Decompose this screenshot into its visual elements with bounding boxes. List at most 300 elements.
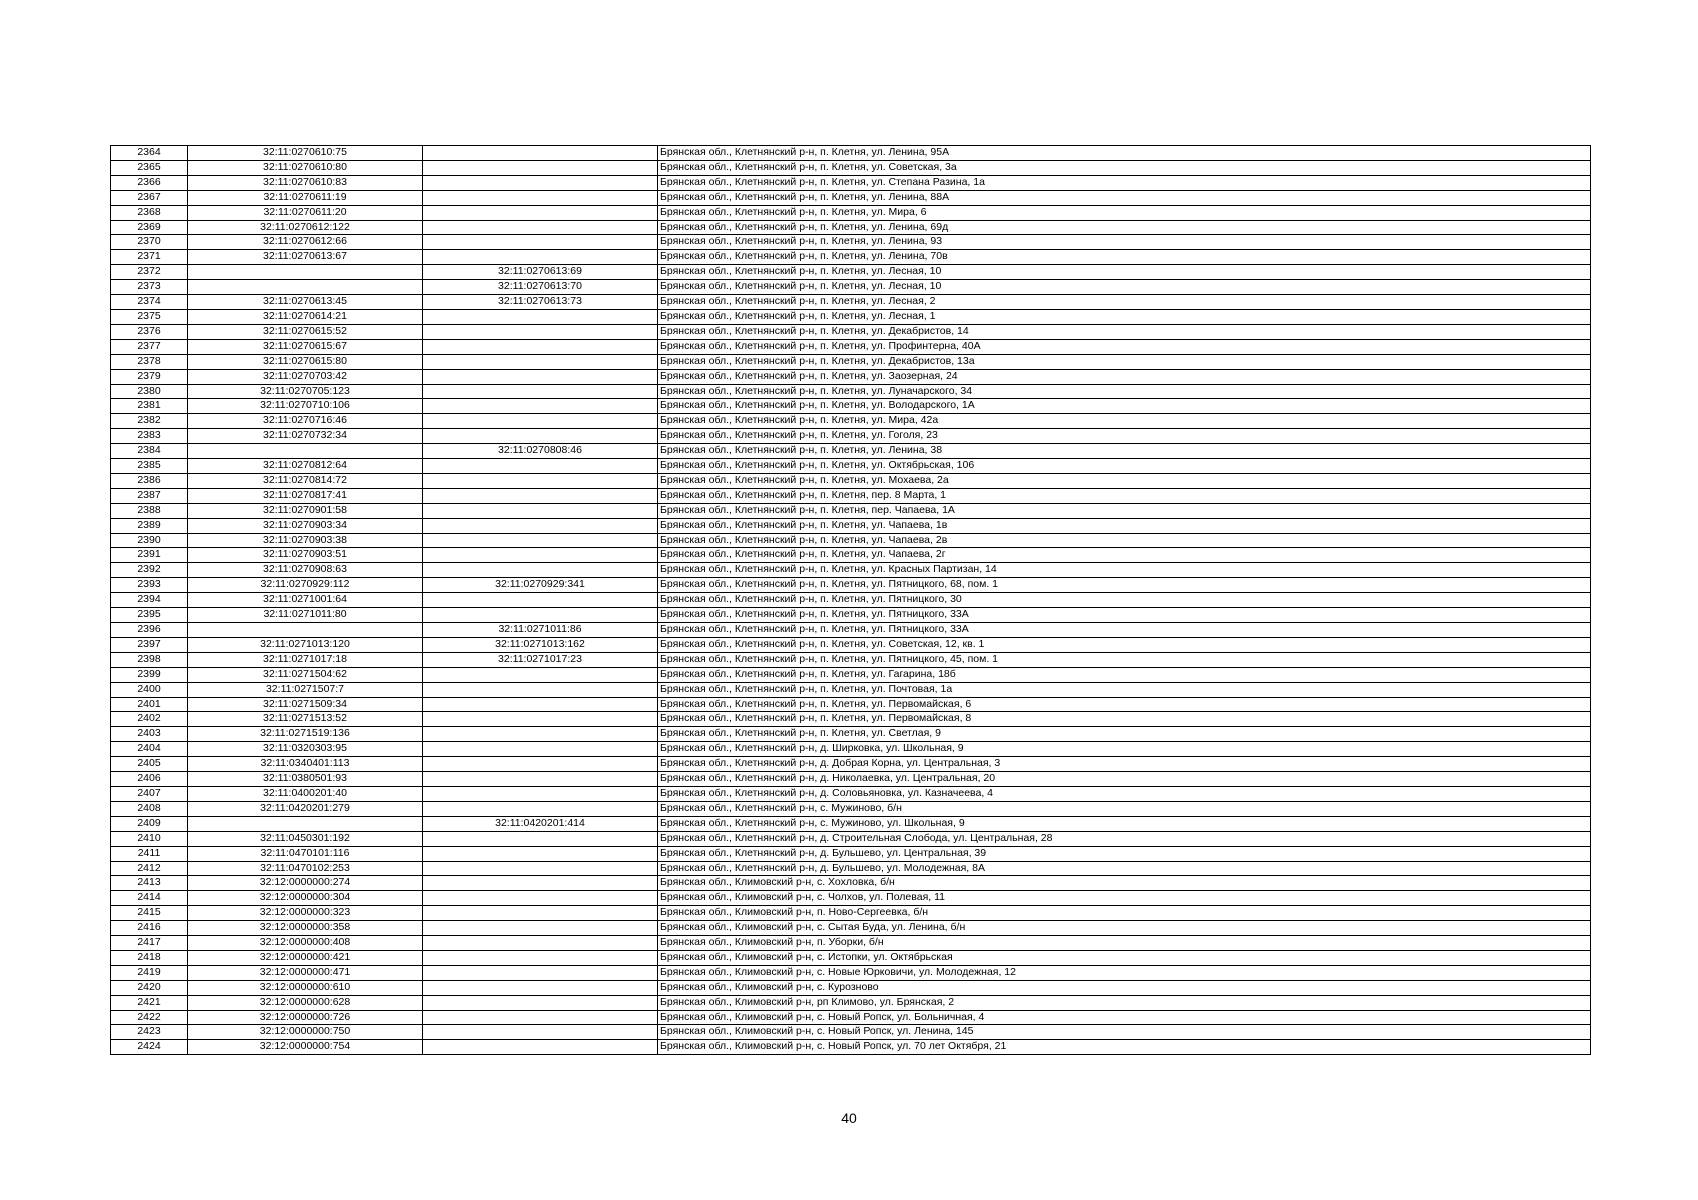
table-row [111,742,1591,757]
related-cadastral-number-cell [423,459,658,474]
related-cadastral-number-cell [423,220,658,235]
row-number-cell: 2402 [111,712,188,727]
cadastral-number-cell: 32:12:0000000:408 [188,936,423,951]
table-row [111,608,1591,623]
row-number-cell: 2381 [111,399,188,414]
cadastral-number-cell [188,623,423,638]
related-cadastral-number-cell [423,503,658,518]
related-cadastral-number-cell [423,473,658,488]
cadastral-number-cell: 32:11:0470101:116 [188,846,423,861]
row-number-cell: 2367 [111,190,188,205]
related-cadastral-number-cell [423,995,658,1010]
cadastral-number-cell: 32:11:0270908:63 [188,563,423,578]
address-cell: Брянская обл., Клетнянский р-н, д. Николаевка, ул. Центральная, 20 [658,772,1591,787]
cadastral-number-cell: 32:12:0000000:304 [188,891,423,906]
cadastral-number-cell: 32:11:0450301:192 [188,831,423,846]
table-row [111,503,1591,518]
row-number-cell: 2392 [111,563,188,578]
related-cadastral-number-cell: 32:11:0270929:341 [423,578,658,593]
table-row [111,637,1591,652]
row-number-cell: 2419 [111,965,188,980]
row-number-cell: 2401 [111,697,188,712]
address-cell: Брянская обл., Клетнянский р-н, п. Клетня, ул. Ленина, 70в [658,250,1591,265]
table-row [111,980,1591,995]
related-cadastral-number-cell [423,399,658,414]
address-cell: Брянская обл., Клетнянский р-н, п. Клетня, ул. Почтовая, 1а [658,682,1591,697]
related-cadastral-number-cell [423,533,658,548]
related-cadastral-number-cell [423,861,658,876]
address-cell: Брянская обл., Клетнянский р-н, п. Клетня, ул. Чапаева, 1в [658,518,1591,533]
address-cell: Брянская обл., Клетнянский р-н, п. Клетня, ул. Декабристов, 13а [658,354,1591,369]
related-cadastral-number-cell [423,309,658,324]
related-cadastral-number-cell [423,742,658,757]
table-row [111,1025,1591,1040]
address-cell: Брянская обл., Клетнянский р-н, с. Мужиново, ул. Школьная, 9 [658,816,1591,831]
table-row [111,786,1591,801]
table-row [111,906,1591,921]
row-number-cell: 2370 [111,235,188,250]
cadastral-number-cell [188,265,423,280]
row-number-cell: 2394 [111,593,188,608]
row-number-cell: 2424 [111,1040,188,1055]
cadastral-number-cell: 32:12:0000000:323 [188,906,423,921]
related-cadastral-number-cell [423,190,658,205]
related-cadastral-number-cell: 32:11:0271013:162 [423,637,658,652]
cadastral-number-cell: 32:11:0270613:67 [188,250,423,265]
related-cadastral-number-cell [423,563,658,578]
table-row [111,146,1591,161]
address-cell: Брянская обл., Клетнянский р-н, п. Клетня, ул. Декабристов, 14 [658,324,1591,339]
row-number-cell: 2380 [111,384,188,399]
address-cell: Брянская обл., Клетнянский р-н, п. Клетня, ул. Светлая, 9 [658,727,1591,742]
table-row [111,995,1591,1010]
address-cell: Брянская обл., Климовский р-н, п. Ново-Сергеевка, б/н [658,906,1591,921]
cadastral-number-cell: 32:11:0270611:20 [188,205,423,220]
row-number-cell: 2369 [111,220,188,235]
table-row [111,384,1591,399]
table-row [111,1040,1591,1055]
address-cell: Брянская обл., Клетнянский р-н, д. Бульшево, ул. Центральная, 39 [658,846,1591,861]
address-cell: Брянская обл., Климовский р-н, с. Чолхов, ул. Полевая, 11 [658,891,1591,906]
address-cell: Брянская обл., Клетнянский р-н, д. Соловьяновка, ул. Казначеева, 4 [658,786,1591,801]
table-row [111,429,1591,444]
row-number-cell: 2371 [111,250,188,265]
address-cell: Брянская обл., Клетнянский р-н, д. Строительная Слобода, ул. Центральная, 28 [658,831,1591,846]
address-cell: Брянская обл., Клетнянский р-н, п. Клетня, ул. Профинтерна, 40А [658,339,1591,354]
table-row [111,265,1591,280]
related-cadastral-number-cell [423,175,658,190]
related-cadastral-number-cell [423,593,658,608]
table-row [111,220,1591,235]
row-number-cell: 2420 [111,980,188,995]
row-number-cell: 2376 [111,324,188,339]
row-number-cell: 2414 [111,891,188,906]
related-cadastral-number-cell [423,757,658,772]
related-cadastral-number-cell [423,965,658,980]
related-cadastral-number-cell: 32:11:0270613:70 [423,280,658,295]
table-row [111,235,1591,250]
related-cadastral-number-cell [423,772,658,787]
row-number-cell: 2375 [111,309,188,324]
row-number-cell: 2368 [111,205,188,220]
address-cell: Брянская обл., Клетнянский р-н, п. Клетня, ул. Ленина, 88А [658,190,1591,205]
table-row [111,623,1591,638]
address-cell: Брянская обл., Клетнянский р-н, п. Клетня, ул. Первомайская, 6 [658,697,1591,712]
table-row [111,160,1591,175]
cadastral-number-cell: 32:11:0271017:18 [188,652,423,667]
row-number-cell: 2407 [111,786,188,801]
address-cell: Брянская обл., Клетнянский р-н, п. Клетня, ул. Лесная, 10 [658,280,1591,295]
related-cadastral-number-cell [423,667,658,682]
table-row [111,354,1591,369]
cadastral-number-cell: 32:11:0270610:75 [188,146,423,161]
row-number-cell: 2415 [111,906,188,921]
cadastral-number-cell: 32:11:0380501:93 [188,772,423,787]
address-cell: Брянская обл., Клетнянский р-н, д. Ширковка, ул. Школьная, 9 [658,742,1591,757]
address-cell: Брянская обл., Клетнянский р-н, п. Клетня, ул. Володарского, 1А [658,399,1591,414]
table-row [111,280,1591,295]
table-row [111,339,1591,354]
table-row [111,876,1591,891]
row-number-cell: 2377 [111,339,188,354]
address-cell: Брянская обл., Клетнянский р-н, п. Клетня, ул. Октябрьская, 106 [658,459,1591,474]
cadastral-number-cell: 32:11:0271001:64 [188,593,423,608]
related-cadastral-number-cell [423,1010,658,1025]
cadastral-number-cell: 32:11:0270812:64 [188,459,423,474]
cadastral-number-cell: 32:11:0271519:136 [188,727,423,742]
row-number-cell: 2412 [111,861,188,876]
table-row [111,205,1591,220]
cadastral-number-cell: 32:12:0000000:610 [188,980,423,995]
cadastral-number-cell: 32:11:0270615:52 [188,324,423,339]
cadastral-number-cell [188,444,423,459]
address-cell: Брянская обл., Клетнянский р-н, п. Клетня, ул. Пятницкого, 45, пом. 1 [658,652,1591,667]
related-cadastral-number-cell [423,160,658,175]
table-row [111,682,1591,697]
row-number-cell: 2384 [111,444,188,459]
related-cadastral-number-cell [423,1025,658,1040]
row-number-cell: 2382 [111,414,188,429]
row-number-cell: 2410 [111,831,188,846]
row-number-cell: 2416 [111,921,188,936]
row-number-cell: 2422 [111,1010,188,1025]
related-cadastral-number-cell [423,682,658,697]
cadastral-number-cell: 32:11:0270610:80 [188,160,423,175]
cadastral-number-cell: 32:11:0270703:42 [188,369,423,384]
related-cadastral-number-cell [423,831,658,846]
address-cell: Брянская обл., Клетнянский р-н, п. Клетня, ул. Ленина, 95А [658,146,1591,161]
address-cell: Брянская обл., Клетнянский р-н, д. Добрая Корна, ул. Центральная, 3 [658,757,1591,772]
cadastral-number-cell: 32:11:0270903:38 [188,533,423,548]
table-row [111,772,1591,787]
related-cadastral-number-cell [423,727,658,742]
registry-table-body [111,146,1591,1055]
address-cell: Брянская обл., Клетнянский р-н, п. Клетня, ул. Степана Разина, 1а [658,175,1591,190]
table-row [111,950,1591,965]
related-cadastral-number-cell [423,980,658,995]
property-registry-table [110,145,1591,1055]
address-cell: Брянская обл., Клетнянский р-н, п. Клетня, ул. Гоголя, 23 [658,429,1591,444]
table-row [111,891,1591,906]
table-row [111,697,1591,712]
related-cadastral-number-cell [423,786,658,801]
row-number-cell: 2409 [111,816,188,831]
row-number-cell: 2405 [111,757,188,772]
row-number-cell: 2396 [111,623,188,638]
row-number-cell: 2389 [111,518,188,533]
cadastral-number-cell: 32:12:0000000:628 [188,995,423,1010]
row-number-cell: 2387 [111,488,188,503]
row-number-cell: 2383 [111,429,188,444]
related-cadastral-number-cell [423,354,658,369]
cadastral-number-cell: 32:11:0270610:83 [188,175,423,190]
related-cadastral-number-cell [423,235,658,250]
cadastral-number-cell: 32:11:0271513:52 [188,712,423,727]
table-row [111,831,1591,846]
table-row [111,369,1591,384]
address-cell: Брянская обл., Клетнянский р-н, п. Клетня, ул. Мира, 42а [658,414,1591,429]
table-row [111,727,1591,742]
table-row [111,533,1591,548]
address-cell: Брянская обл., Климовский р-н, с. Новый Ропск, ул. Ленина, 145 [658,1025,1591,1040]
cadastral-number-cell: 32:12:0000000:358 [188,921,423,936]
cadastral-number-cell: 32:11:0270732:34 [188,429,423,444]
row-number-cell: 2399 [111,667,188,682]
related-cadastral-number-cell: 32:11:0270613:73 [423,295,658,310]
cadastral-number-cell: 32:11:0270705:123 [188,384,423,399]
related-cadastral-number-cell [423,712,658,727]
related-cadastral-number-cell: 32:11:0271011:86 [423,623,658,638]
table-row [111,548,1591,563]
related-cadastral-number-cell [423,205,658,220]
related-cadastral-number-cell [423,414,658,429]
table-row [111,563,1591,578]
cadastral-number-cell: 32:11:0270817:41 [188,488,423,503]
cadastral-number-cell: 32:11:0320303:95 [188,742,423,757]
row-number-cell: 2366 [111,175,188,190]
related-cadastral-number-cell [423,950,658,965]
row-number-cell: 2417 [111,936,188,951]
related-cadastral-number-cell [423,146,658,161]
cadastral-number-cell: 32:11:0270612:122 [188,220,423,235]
cadastral-number-cell: 32:11:0271504:62 [188,667,423,682]
cadastral-number-cell: 32:11:0270903:34 [188,518,423,533]
address-cell: Брянская обл., Клетнянский р-н, п. Клетня, ул. Лесная, 10 [658,265,1591,280]
table-row [111,652,1591,667]
cadastral-number-cell: 32:11:0270614:21 [188,309,423,324]
row-number-cell: 2364 [111,146,188,161]
address-cell: Брянская обл., Клетнянский р-н, п. Клетня, ул. Чапаева, 2в [658,533,1591,548]
cadastral-number-cell: 32:12:0000000:750 [188,1025,423,1040]
cadastral-number-cell: 32:12:0000000:471 [188,965,423,980]
table-row [111,175,1591,190]
address-cell: Брянская обл., Клетнянский р-н, п. Клетня, ул. Гагарина, 18б [658,667,1591,682]
address-cell: Брянская обл., Клетнянский р-н, п. Клетня, ул. Лесная, 2 [658,295,1591,310]
table-row [111,444,1591,459]
related-cadastral-number-cell [423,876,658,891]
cadastral-number-cell: 32:11:0270615:67 [188,339,423,354]
table-row [111,757,1591,772]
table-row [111,190,1591,205]
row-number-cell: 2395 [111,608,188,623]
row-number-cell: 2398 [111,652,188,667]
row-number-cell: 2403 [111,727,188,742]
address-cell: Брянская обл., Климовский р-н, рп Климово, ул. Брянская, 2 [658,995,1591,1010]
row-number-cell: 2423 [111,1025,188,1040]
related-cadastral-number-cell [423,1040,658,1055]
related-cadastral-number-cell [423,384,658,399]
table-row [111,593,1591,608]
cadastral-number-cell: 32:11:0420201:279 [188,801,423,816]
table-row [111,667,1591,682]
table-row [111,250,1591,265]
row-number-cell: 2418 [111,950,188,965]
related-cadastral-number-cell: 32:11:0271017:23 [423,652,658,667]
row-number-cell: 2406 [111,772,188,787]
cadastral-number-cell: 32:12:0000000:754 [188,1040,423,1055]
row-number-cell: 2372 [111,265,188,280]
related-cadastral-number-cell [423,697,658,712]
row-number-cell: 2373 [111,280,188,295]
cadastral-number-cell: 32:11:0400201:40 [188,786,423,801]
cadastral-number-cell: 32:11:0270903:51 [188,548,423,563]
cadastral-number-cell [188,816,423,831]
table-row [111,936,1591,951]
cadastral-number-cell: 32:11:0270611:19 [188,190,423,205]
table-row [111,861,1591,876]
row-number-cell: 2390 [111,533,188,548]
related-cadastral-number-cell: 32:11:0420201:414 [423,816,658,831]
row-number-cell: 2378 [111,354,188,369]
row-number-cell: 2408 [111,801,188,816]
cadastral-number-cell: 32:12:0000000:274 [188,876,423,891]
address-cell: Брянская обл., Клетнянский р-н, п. Клетня, ул. Мира, 6 [658,205,1591,220]
address-cell: Брянская обл., Клетнянский р-н, п. Клетня, ул. Ленина, 69д [658,220,1591,235]
table-row [111,712,1591,727]
table-row [111,816,1591,831]
cadastral-number-cell: 32:11:0271013:120 [188,637,423,652]
cadastral-number-cell: 32:11:0271507:7 [188,682,423,697]
table-row [111,518,1591,533]
cadastral-number-cell: 32:11:0270814:72 [188,473,423,488]
address-cell: Брянская обл., Клетнянский р-н, п. Клетня, ул. Красных Партизан, 14 [658,563,1591,578]
related-cadastral-number-cell [423,921,658,936]
row-number-cell: 2400 [111,682,188,697]
row-number-cell: 2411 [111,846,188,861]
row-number-cell: 2397 [111,637,188,652]
cadastral-number-cell: 32:12:0000000:726 [188,1010,423,1025]
cadastral-number-cell: 32:12:0000000:421 [188,950,423,965]
address-cell: Брянская обл., Клетнянский р-н, п. Клетня, ул. Советская, 3а [658,160,1591,175]
related-cadastral-number-cell [423,518,658,533]
table-row [111,921,1591,936]
table-row [111,309,1591,324]
cadastral-number-cell: 32:11:0270929:112 [188,578,423,593]
address-cell: Брянская обл., Климовский р-н, с. Хохловка, б/н [658,876,1591,891]
address-cell: Брянская обл., Климовский р-н, п. Уборки, б/н [658,936,1591,951]
address-cell: Брянская обл., Климовский р-н, с. Истопки, ул. Октябрьская [658,950,1591,965]
table-row [111,801,1591,816]
address-cell: Брянская обл., Клетнянский р-н, п. Клетня, пер. 8 Марта, 1 [658,488,1591,503]
address-cell: Брянская обл., Клетнянский р-н, п. Клетня, ул. Ленина, 93 [658,235,1591,250]
address-cell: Брянская обл., Клетнянский р-н, п. Клетня, ул. Чапаева, 2г [658,548,1591,563]
address-cell: Брянская обл., Климовский р-н, с. Новый Ропск, ул. 70 лет Октября, 21 [658,1040,1591,1055]
cadastral-number-cell: 32:11:0271011:80 [188,608,423,623]
address-cell: Брянская обл., Климовский р-н, с. Новые Юрковичи, ул. Молодежная, 12 [658,965,1591,980]
row-number-cell: 2385 [111,459,188,474]
table-row [111,324,1591,339]
address-cell: Брянская обл., Клетнянский р-н, п. Клетня, пер. Чапаева, 1А [658,503,1591,518]
related-cadastral-number-cell [423,608,658,623]
cadastral-number-cell [188,280,423,295]
address-cell: Брянская обл., Клетнянский р-н, п. Клетня, ул. Лесная, 1 [658,309,1591,324]
address-cell: Брянская обл., Климовский р-н, с. Сытая Буда, ул. Ленина, б/н [658,921,1591,936]
cadastral-number-cell: 32:11:0270615:80 [188,354,423,369]
related-cadastral-number-cell [423,891,658,906]
related-cadastral-number-cell [423,936,658,951]
row-number-cell: 2365 [111,160,188,175]
table-row [111,846,1591,861]
cadastral-number-cell: 32:11:0270710:106 [188,399,423,414]
row-number-cell: 2393 [111,578,188,593]
related-cadastral-number-cell [423,548,658,563]
table-row [111,1010,1591,1025]
table-row [111,578,1591,593]
cadastral-number-cell: 32:11:0271509:34 [188,697,423,712]
table-row [111,399,1591,414]
address-cell: Брянская обл., Клетнянский р-н, с. Мужиново, б/н [658,801,1591,816]
address-cell: Брянская обл., Клетнянский р-н, п. Клетня, ул. Советская, 12, кв. 1 [658,637,1591,652]
row-number-cell: 2413 [111,876,188,891]
address-cell: Брянская обл., Клетнянский р-н, п. Клетня, ул. Пятницкого, 33А [658,623,1591,638]
row-number-cell: 2379 [111,369,188,384]
table-row [111,414,1591,429]
table-row [111,965,1591,980]
row-number-cell: 2421 [111,995,188,1010]
related-cadastral-number-cell [423,339,658,354]
cadastral-number-cell: 32:11:0270613:45 [188,295,423,310]
related-cadastral-number-cell [423,429,658,444]
row-number-cell: 2374 [111,295,188,310]
address-cell: Брянская обл., Климовский р-н, с. Курозново [658,980,1591,995]
related-cadastral-number-cell [423,846,658,861]
related-cadastral-number-cell [423,250,658,265]
address-cell: Брянская обл., Клетнянский р-н, п. Клетня, ул. Ленина, 38 [658,444,1591,459]
cadastral-number-cell: 32:11:0270612:66 [188,235,423,250]
address-cell: Брянская обл., Клетнянский р-н, п. Клетня, ул. Мохаева, 2а [658,473,1591,488]
table-row [111,473,1591,488]
cadastral-number-cell: 32:11:0340401:113 [188,757,423,772]
address-cell: Брянская обл., Климовский р-н, с. Новый Ропск, ул. Больничная, 4 [658,1010,1591,1025]
address-cell: Брянская обл., Клетнянский р-н, п. Клетня, ул. Пятницкого, 68, пом. 1 [658,578,1591,593]
address-cell: Брянская обл., Клетнянский р-н, п. Клетня, ул. Луначарского, 34 [658,384,1591,399]
row-number-cell: 2391 [111,548,188,563]
row-number-cell: 2404 [111,742,188,757]
address-cell: Брянская обл., Клетнянский р-н, д. Бульшево, ул. Молодежная, 8А [658,861,1591,876]
table-row [111,488,1591,503]
related-cadastral-number-cell: 32:11:0270808:46 [423,444,658,459]
address-cell: Брянская обл., Клетнянский р-н, п. Клетня, ул. Пятницкого, 30 [658,593,1591,608]
related-cadastral-number-cell: 32:11:0270613:69 [423,265,658,280]
cadastral-number-cell: 32:11:0270716:46 [188,414,423,429]
related-cadastral-number-cell [423,324,658,339]
address-cell: Брянская обл., Клетнянский р-н, п. Клетня, ул. Первомайская, 8 [658,712,1591,727]
table-row [111,459,1591,474]
related-cadastral-number-cell [423,369,658,384]
related-cadastral-number-cell [423,801,658,816]
cadastral-number-cell: 32:11:0470102:253 [188,861,423,876]
related-cadastral-number-cell [423,906,658,921]
